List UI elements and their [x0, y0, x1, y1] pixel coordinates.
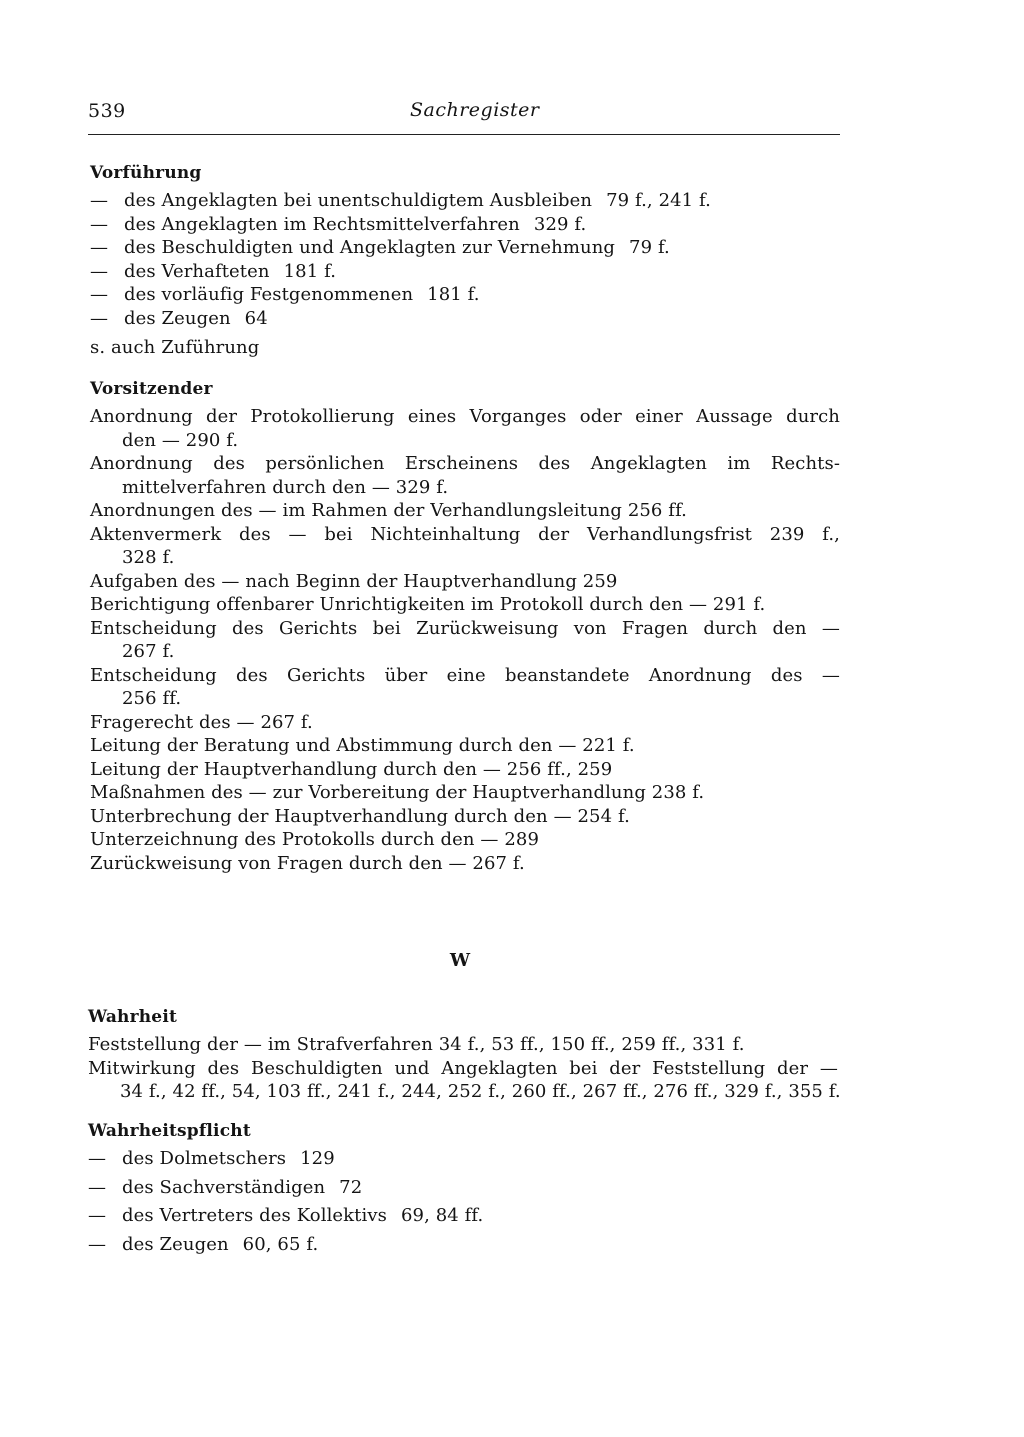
subentry: [90, 189, 850, 213]
index-line: [90, 852, 840, 876]
subentry-text: des Zeugen: [124, 307, 231, 329]
page-reference: 79 f.: [629, 237, 670, 258]
entry-continuation: mittelverfahren durch den — 329 f.: [122, 476, 449, 498]
subentry-text: des Angeklagten im Rechtsmittelverfahren: [124, 213, 520, 235]
entry-text: Unterzeichnung des Protokolls durch den — 289: [90, 829, 539, 850]
subentry-text: des vorläufig Festgenommenen: [124, 284, 414, 305]
entry-text: Leitung der Beratung und Abstimmung durch den — 221 f.: [90, 735, 635, 756]
entry-text: Berichtigung offenbarer Unrichtigkeiten im Protokoll durch den — 291 f.: [90, 594, 766, 615]
dash-marker: —: [90, 237, 109, 258]
subentry: [90, 236, 850, 260]
subentry: [90, 260, 850, 284]
dash-marker: —: [88, 1205, 107, 1226]
subentry: [90, 307, 850, 331]
index-line: [90, 499, 840, 523]
subentry-text: des Verhafteten: [124, 260, 270, 282]
dash-marker: —: [88, 1176, 107, 1198]
index-line: [90, 828, 840, 852]
subentry-list: [88, 1147, 848, 1256]
index-line: [90, 758, 840, 782]
entry-text: Anordnungen des — im Rahmen der Verhandlungsleitung 256 ff.: [90, 500, 688, 521]
running-title: Sachregister: [410, 99, 540, 121]
entry-text: Feststellung der — im Strafverfahren 34 f., 53 ff., 150 ff., 259 ff., 331 f.: [88, 1034, 745, 1055]
index-entry-wahrheit: [88, 1006, 841, 1104]
index-line: [90, 664, 840, 711]
subentry: [88, 1147, 848, 1171]
entry-text: Entscheidung des Gerichts bei Zurückweisung von Fragen durch den —: [90, 617, 840, 639]
index-line: [90, 805, 840, 829]
entry-text: Unterbrechung der Hauptverhandlung durch den — 254 f.: [90, 805, 630, 827]
index-line: [90, 452, 840, 499]
index-line: [88, 1057, 841, 1104]
entry-continuation: 256 ff.: [122, 688, 182, 709]
subentry-text: des Zeugen: [122, 1233, 229, 1255]
index-line: [90, 711, 840, 735]
entry-text: Entscheidung des Gerichts über eine beanstandete Anordnung des —: [90, 664, 840, 686]
subentry: [88, 1176, 848, 1200]
dash-marker: —: [90, 190, 109, 211]
subentry-text: des Angeklagten bei unentschuldigtem Ausbleiben: [124, 190, 593, 211]
index-line: [90, 570, 840, 594]
subentry: [88, 1204, 848, 1228]
index-line: [90, 617, 840, 664]
subentry: [90, 283, 850, 307]
index-heading: Vorsitzender: [90, 379, 213, 399]
index-line: [88, 1033, 838, 1057]
dash-marker: —: [90, 213, 109, 235]
index-heading: Wahrheit: [88, 1007, 178, 1027]
subentry-list: [90, 189, 850, 330]
entry-list: [88, 1033, 841, 1104]
page-reference: 72: [339, 1176, 363, 1198]
index-entry-vorsitzender: [90, 378, 840, 875]
dash-marker: —: [88, 1148, 107, 1169]
index-line: [90, 593, 840, 617]
index-heading: Wahrheitspflicht: [88, 1121, 251, 1141]
subentry: [88, 1233, 848, 1257]
dash-marker: —: [90, 307, 109, 329]
entry-text: Leitung der Hauptverhandlung durch den — 256 ff., 259: [90, 758, 613, 780]
entry-text: Aktenvermerk des — bei Nichteinhaltung der Verhandlungsfrist 239 f.,: [90, 523, 840, 545]
index-line: [90, 781, 840, 805]
page-header: [88, 96, 838, 132]
page-reference: 69, 84 ff.: [400, 1205, 484, 1226]
entry-text: Fragerecht des — 267 f.: [90, 711, 313, 733]
index-line: [90, 405, 840, 452]
see-also-reference: s. auch Zuführung: [90, 337, 260, 358]
entry-text: Aufgaben des — nach Beginn der Hauptverhandlung 259: [90, 570, 618, 592]
entry-list: [90, 405, 840, 875]
index-entry-vorfuehrung: [90, 162, 850, 360]
dash-marker: —: [88, 1233, 107, 1255]
dash-marker: —: [90, 260, 109, 282]
subentry: [90, 213, 850, 237]
entry-text: Anordnung der Protokollierung eines Vorganges oder einer Aussage durch: [90, 406, 840, 427]
entry-text: Mitwirkung des Beschuldigten und Angeklagten bei der Feststellung der —: [88, 1057, 838, 1079]
page-reference: 79 f., 241 f.: [606, 190, 711, 211]
entry-continuation: den — 290 f.: [122, 429, 239, 451]
dash-marker: —: [90, 284, 109, 305]
page-reference: 129: [300, 1148, 335, 1169]
subentry-text: des Sachverständigen: [122, 1176, 326, 1198]
page-reference: 181 f.: [427, 284, 480, 305]
entry-text: Maßnahmen des — zur Vorbereitung der Hauptverhandlung 238 f.: [90, 782, 705, 803]
page-reference: 329 f.: [533, 213, 587, 235]
entry-continuation: 328 f.: [122, 547, 175, 568]
index-heading: Vorführung: [90, 163, 202, 183]
page-number: 539: [88, 100, 126, 122]
index-line: [90, 734, 840, 758]
section-letter: W: [449, 950, 471, 971]
page-reference: 181 f.: [283, 260, 337, 282]
page-reference: 64: [244, 307, 268, 329]
entry-continuation: 34 f., 42 ff., 54, 103 ff., 241 f., 244, 252 f., 260 ff., 267 ff., 276 ff., 329 f., 355 f.: [120, 1081, 841, 1102]
subentry-text: des Beschuldigten und Angeklagten zur Vernehmung: [124, 237, 616, 258]
page-reference: 60, 65 f.: [242, 1233, 319, 1255]
entry-text: Anordnung des persönlichen Erscheinens des Angeklagten im Rechts-: [90, 453, 840, 474]
index-line: [90, 523, 840, 570]
subentry-text: des Dolmetschers: [122, 1148, 287, 1169]
subentry-text: des Vertreters des Kollektivs: [122, 1205, 387, 1226]
header-rule: [88, 134, 840, 135]
entry-continuation: 267 f.: [122, 641, 175, 662]
index-entry-wahrheitspflicht: [88, 1120, 848, 1261]
entry-text: Zurückweisung von Fragen durch den — 267 f.: [90, 852, 525, 874]
